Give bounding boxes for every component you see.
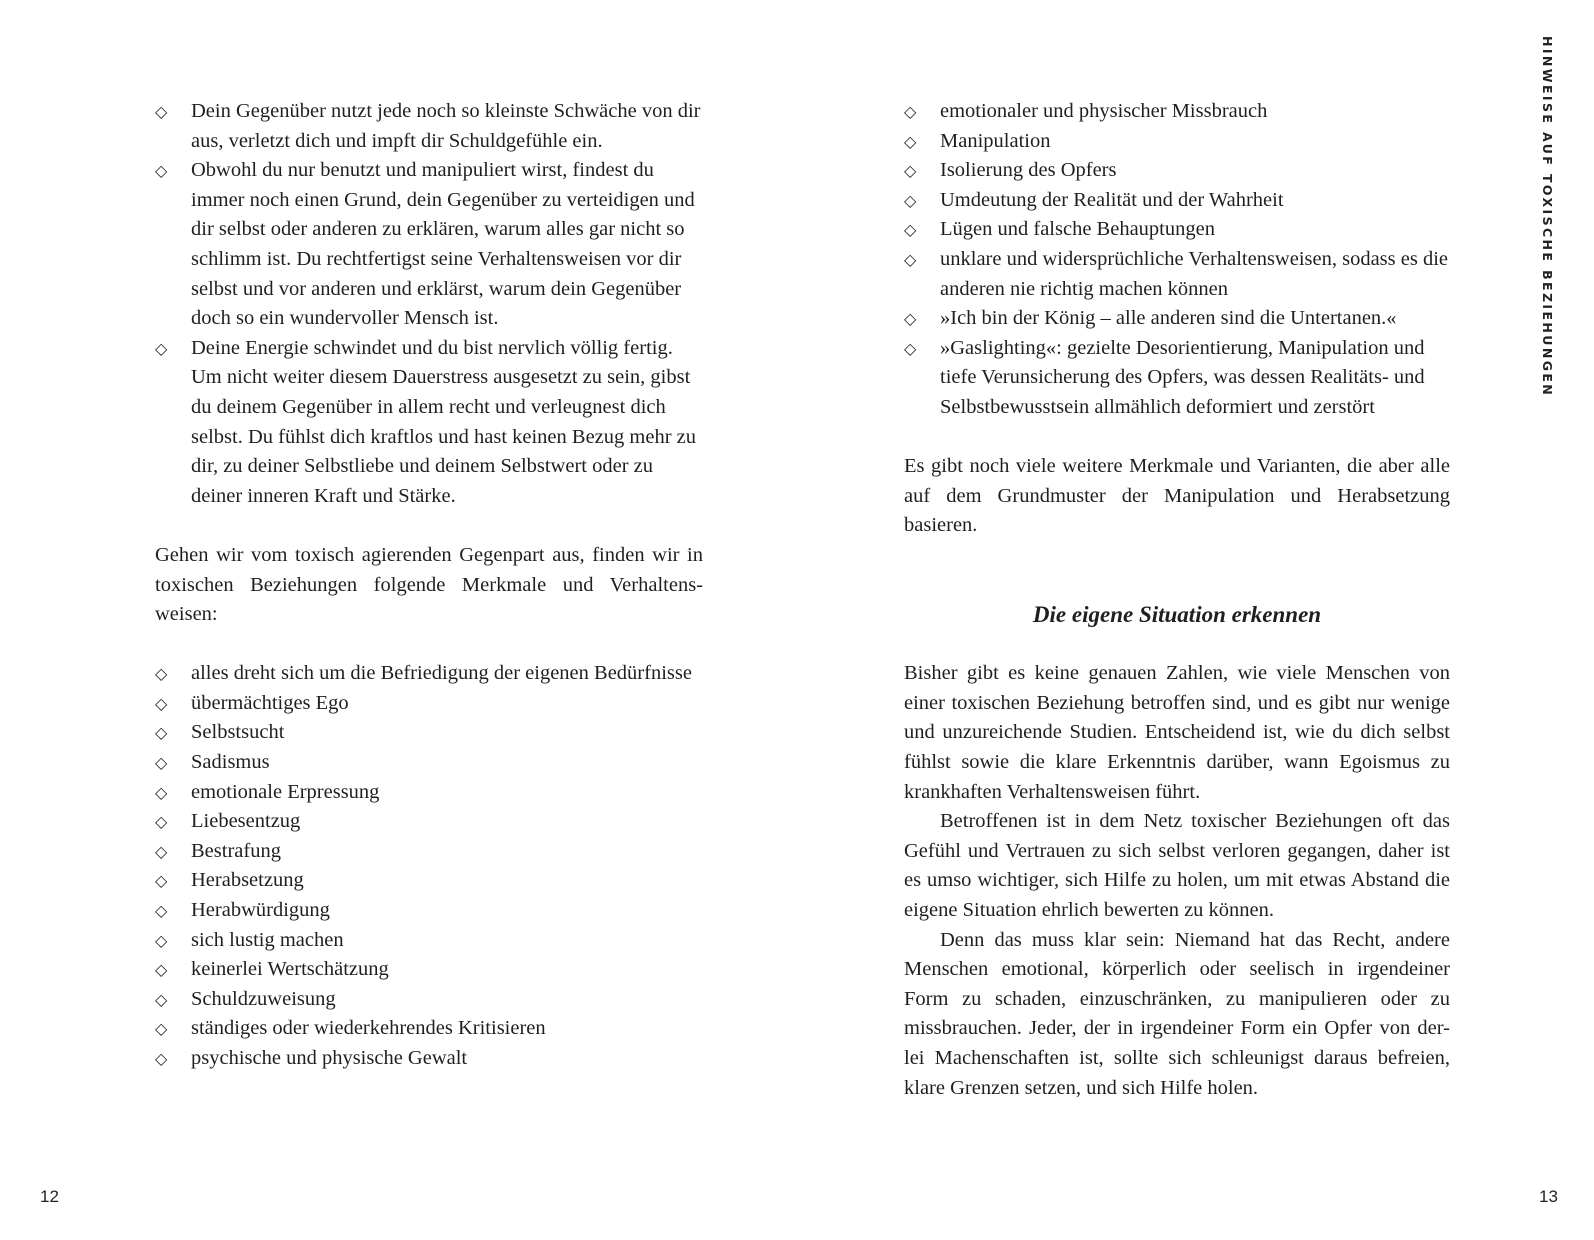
diamond-bullet-icon: ◇ [155,338,168,358]
symptom-list [155,97,703,511]
diamond-bullet-icon: ◇ [155,989,168,1009]
diamond-bullet-icon: ◇ [155,841,168,861]
diamond-bullet-icon: ◇ [904,161,917,181]
page-number-right: 13 [1539,1187,1558,1206]
list-item: ◇ Umdeutung der Realität und der Wahrheit [904,186,1450,216]
intro-paragraph: Gehen wir vom toxisch agierenden Gegenpart aus, finden wir in toxischen Beziehungen folgende Merkmale und Verhaltens-weisen: [155,543,703,626]
diamond-bullet-icon: ◇ [904,190,917,210]
list-item: ◇ Manipulation [904,127,1450,157]
list-item: ◇ keinerlei Wertschätzung [155,955,703,985]
list-item: ◇ Obwohl du nur benutzt und manipuliert wirst, findest du immer noch einen Grund, dein Gegenüber zu verteidigen und dir selbst oder anderen zu erklären, warum alles gar nicht so schlimm ist. Du rechtfertigst seine Verhaltensweisen vor dir selbst und vor anderen und erklärst, warum dein Gegenüber doch so ein wundervoller Mensch ist. [155,156,703,334]
body-paragraph: Bisher gibt es keine genauen Zahlen, wie viele Menschen von einer toxischen Beziehung betroffen sind, und es gibt nur wenige und unzureichende Studien. Entscheidend ist, wie du dich selbst fühlst sowie die klare Erkenntnis darüber, wann Egoismus zu krankhaften Verhaltensweisen führt. [904,662,1450,803]
right-text-column [904,97,1450,1103]
diamond-bullet-icon: ◇ [155,1049,168,1068]
list-item: ◇ Bestrafung [155,837,703,867]
list-item: ◇ Schuldzuweisung [155,985,703,1015]
list-item: ◇ Herabwürdigung [155,896,703,926]
diamond-bullet-icon: ◇ [155,930,168,950]
diamond-bullet-icon: ◇ [904,338,917,358]
diamond-bullet-icon: ◇ [904,249,917,269]
list-item: ◇ Sadismus [155,748,703,778]
list-item: ◇ emotionale Erpressung [155,778,703,808]
list-item: ◇ Liebesentzug [155,807,703,837]
running-head: HINWEISE AUF TOXISCHE BEZIEHUNGEN [1540,36,1555,398]
body-paragraph: Betroffenen ist in dem Netz toxischer Beziehungen oft das Gefühl und Vertrauen zu sich selbst verloren gegangen, daher ist es umso wichtiger, sich Hilfe zu holen, um mit etwas Abstand die eigene Situation ehrlich bewerten zu können. [904,810,1450,922]
list-item: ◇ »Gaslighting«: gezielte Desorientierung, Manipulation und tiefe Verunsicherung des Opfers, was dessen Realitäts- und Selbstbewusstsein allmählich deformiert und zerstört [904,334,1450,423]
diamond-bullet-icon: ◇ [155,753,168,773]
list-item: ◇ emotionaler und physischer Missbrauch [904,97,1450,127]
left-text-column [155,97,703,1074]
diamond-bullet-icon: ◇ [155,901,168,921]
diamond-bullet-icon: ◇ [155,723,168,743]
diamond-bullet-icon: ◇ [904,131,917,151]
diamond-bullet-icon: ◇ [155,782,168,802]
list-item: ◇ sich lustig machen [155,926,703,956]
list-item: ◇ Selbstsucht [155,718,703,748]
list-item: ◇ psychische und physische Gewalt [155,1044,703,1074]
diamond-bullet-icon: ◇ [155,1019,168,1039]
section-heading: Die eigene Situation erkennen [1032,602,1322,628]
list-item: ◇ Herabsetzung [155,866,703,896]
list-item: ◇ Lügen und falsche Behauptungen [904,215,1450,245]
diamond-bullet-icon: ◇ [904,102,917,121]
diamond-bullet-icon: ◇ [155,960,168,980]
list-item: ◇ übermächtiges Ego [155,689,703,719]
list-item: ◇ unklare und widersprüchliche Verhaltensweisen, sodass es die anderen nie richtig machen können [904,245,1450,304]
list-item: ◇ Deine Energie schwindet und du bist nervlich völlig fertig. Um nicht weiter diesem Dauerstress ausgesetzt zu sein, gibst du deinem Gegenüber in allem recht und verleugnest dich selbst. Du fühlst dich kraftlos und hast keinen Bezug mehr zu dir, zu deiner Selbstliebe und deinem Selbstwert oder zu deiner inneren Kraft und Stärke. [155,334,703,512]
diamond-bullet-icon: ◇ [155,161,168,181]
diamond-bullet-icon: ◇ [155,102,168,121]
abuse-traits-list [904,97,1450,423]
list-item: ◇ Dein Gegenüber nutzt jede noch so kleinste Schwäche von dir aus, verletzt dich und impft dir Schuldgefühle ein. [155,97,703,156]
list-item: ◇ Isolierung des Opfers [904,156,1450,186]
page-number-left: 12 [40,1187,59,1206]
body-paragraph: Denn das muss klar sein: Niemand hat das Recht, andere Menschen emotional, körperlich oder seelisch in irgendeiner Form zu schaden, einzuschränken, zu manipulieren oder zu missbrauchen. Jeder, der in irgendeiner Form ein Opfer von der-lei Machenschaften ist, sollte sich schleunigst daraus befreien, klare Grenzen setzen, und sich Hilfe holen. [904,928,1450,1099]
diamond-bullet-icon: ◇ [904,220,917,240]
diamond-bullet-icon: ◇ [155,812,168,832]
list-item: ◇ ständiges oder wiederkehrendes Kritisieren [155,1014,703,1044]
list-item: ◇ »Ich bin der König – alle anderen sind die Untertanen.« [904,304,1450,334]
summary-paragraph: Es gibt noch viele weitere Merkmale und Varianten, die aber alle auf dem Grundmuster der Manipulation und Herabsetzung basieren. [904,455,1450,537]
diamond-bullet-icon: ◇ [904,309,917,329]
diamond-bullet-icon: ◇ [155,664,168,684]
list-item: ◇ alles dreht sich um die Befriedigung der eigenen Bedürfnisse [155,659,703,689]
traits-list [155,659,703,1073]
diamond-bullet-icon: ◇ [155,871,168,891]
diamond-bullet-icon: ◇ [155,693,168,713]
